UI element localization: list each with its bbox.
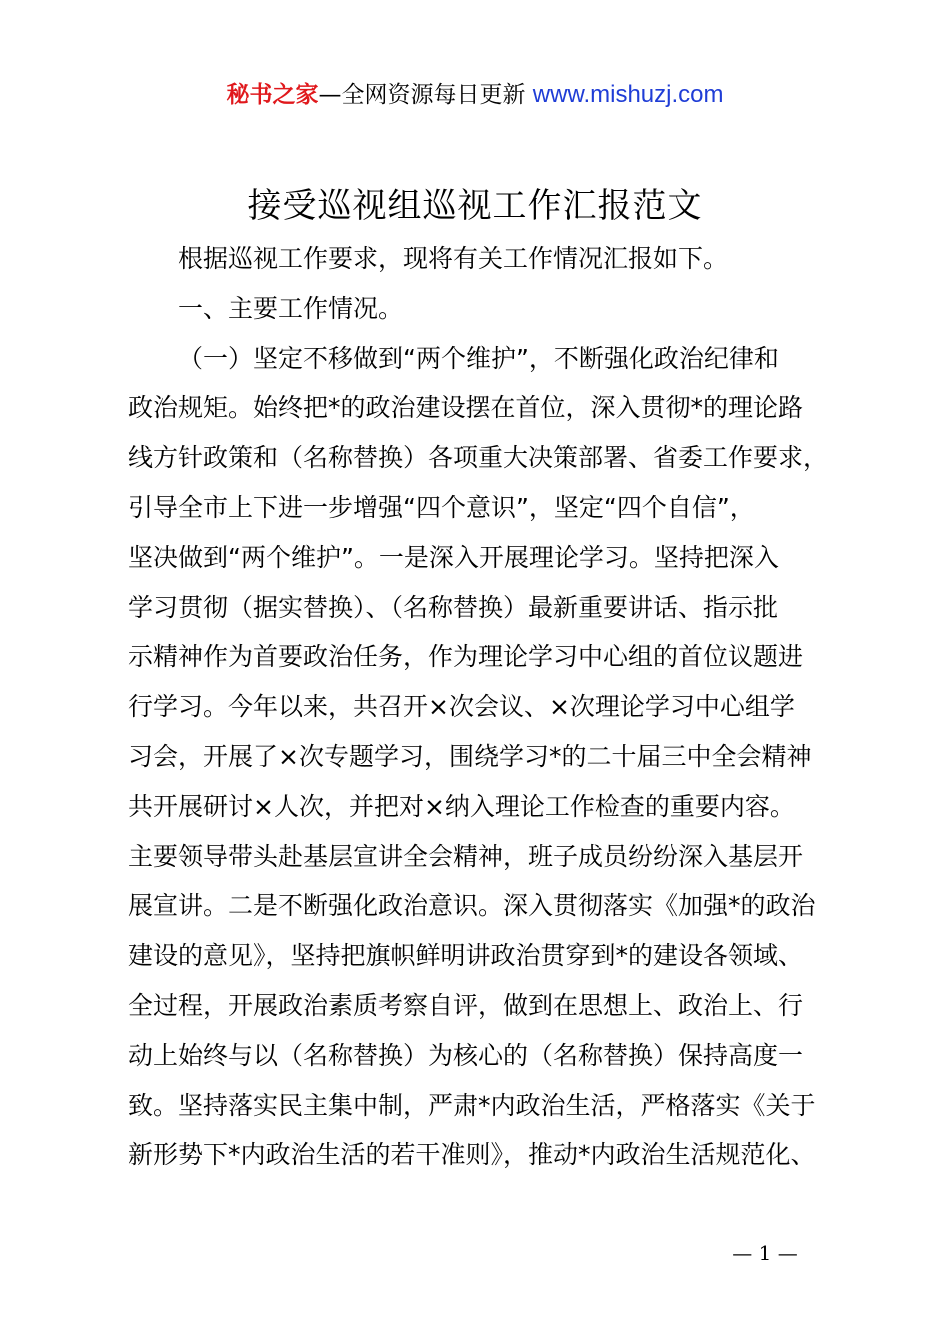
paragraph-line: 习会，开展了×次专题学习，围绕学习*的二十届三中全会精神 (128, 741, 812, 771)
paragraph-line: 行学习。今年以来，共召开×次会议、×次理论学习中心组学 (128, 692, 795, 722)
section-heading: 一、主要工作情况。 (178, 293, 404, 323)
paragraph-line: （一）坚定不移做到“两个维护”，不断强化政治纪律和 (178, 343, 779, 373)
site-tagline: —全网资源每日更新 (318, 82, 526, 108)
document-title: 接受巡视组巡视工作汇报范文 (247, 186, 703, 226)
paragraph-line: 坚决做到“两个维护”。一是深入开展理论学习。坚持把深入 (128, 542, 779, 572)
site-url-link[interactable]: www.mishuzj.com (532, 81, 724, 108)
paragraph-line: 展宣讲。二是不断强化政治意识。深入贯彻落实《加强*的政治 (128, 891, 816, 921)
page-number: — 1 — (732, 1241, 798, 1265)
paragraph-line: 致。坚持落实民主集中制，严肃*内政治生活，严格落实《关于 (128, 1090, 816, 1120)
paragraph-line: 线方针政策和（名称替换）各项重大决策部署、省委工作要求， (128, 443, 829, 473)
paragraph-line: 主要领导带头赴基层宣讲全会精神，班子成员纷纷深入基层开 (128, 841, 804, 871)
paragraph-line: 新形势下*内政治生活的若干准则》，推动*内政治生活规范化、 (128, 1140, 816, 1170)
paragraph-line: 学习贯彻（据实替换）、（名称替换）最新重要讲话、指示批 (128, 592, 779, 622)
site-header (0, 78, 950, 112)
paragraph-line: 全过程，开展政治素质考察自评，做到在思想上、政治上、行 (128, 990, 804, 1020)
paragraph-line: 共开展研讨×人次，并把对×纳入理论工作检查的重要内容。 (128, 791, 795, 821)
paragraph-line: 引导全市上下进一步增强“四个意识”，坚定“四个自信”， (128, 492, 755, 522)
site-brand: 秘书之家 (226, 82, 319, 108)
paragraph-one (128, 334, 840, 1181)
document-body (128, 234, 840, 1180)
intro-paragraph: 根据巡视工作要求，现将有关工作情况汇报如下。 (178, 244, 729, 273)
paragraph-line: 示精神作为首要政治任务，作为理论学习中心组的首位议题进 (128, 642, 804, 672)
paragraph-line: 动上始终与以（名称替换）为核心的（名称替换）保持高度一 (128, 1040, 804, 1070)
paragraph-line: 建设的意见》，坚持把旗帜鲜明讲政治贯穿到*的建设各领域、 (128, 941, 804, 971)
paragraph-line: 政治规矩。始终把*的政治建设摆在首位，深入贯彻*的理论路 (128, 393, 804, 423)
